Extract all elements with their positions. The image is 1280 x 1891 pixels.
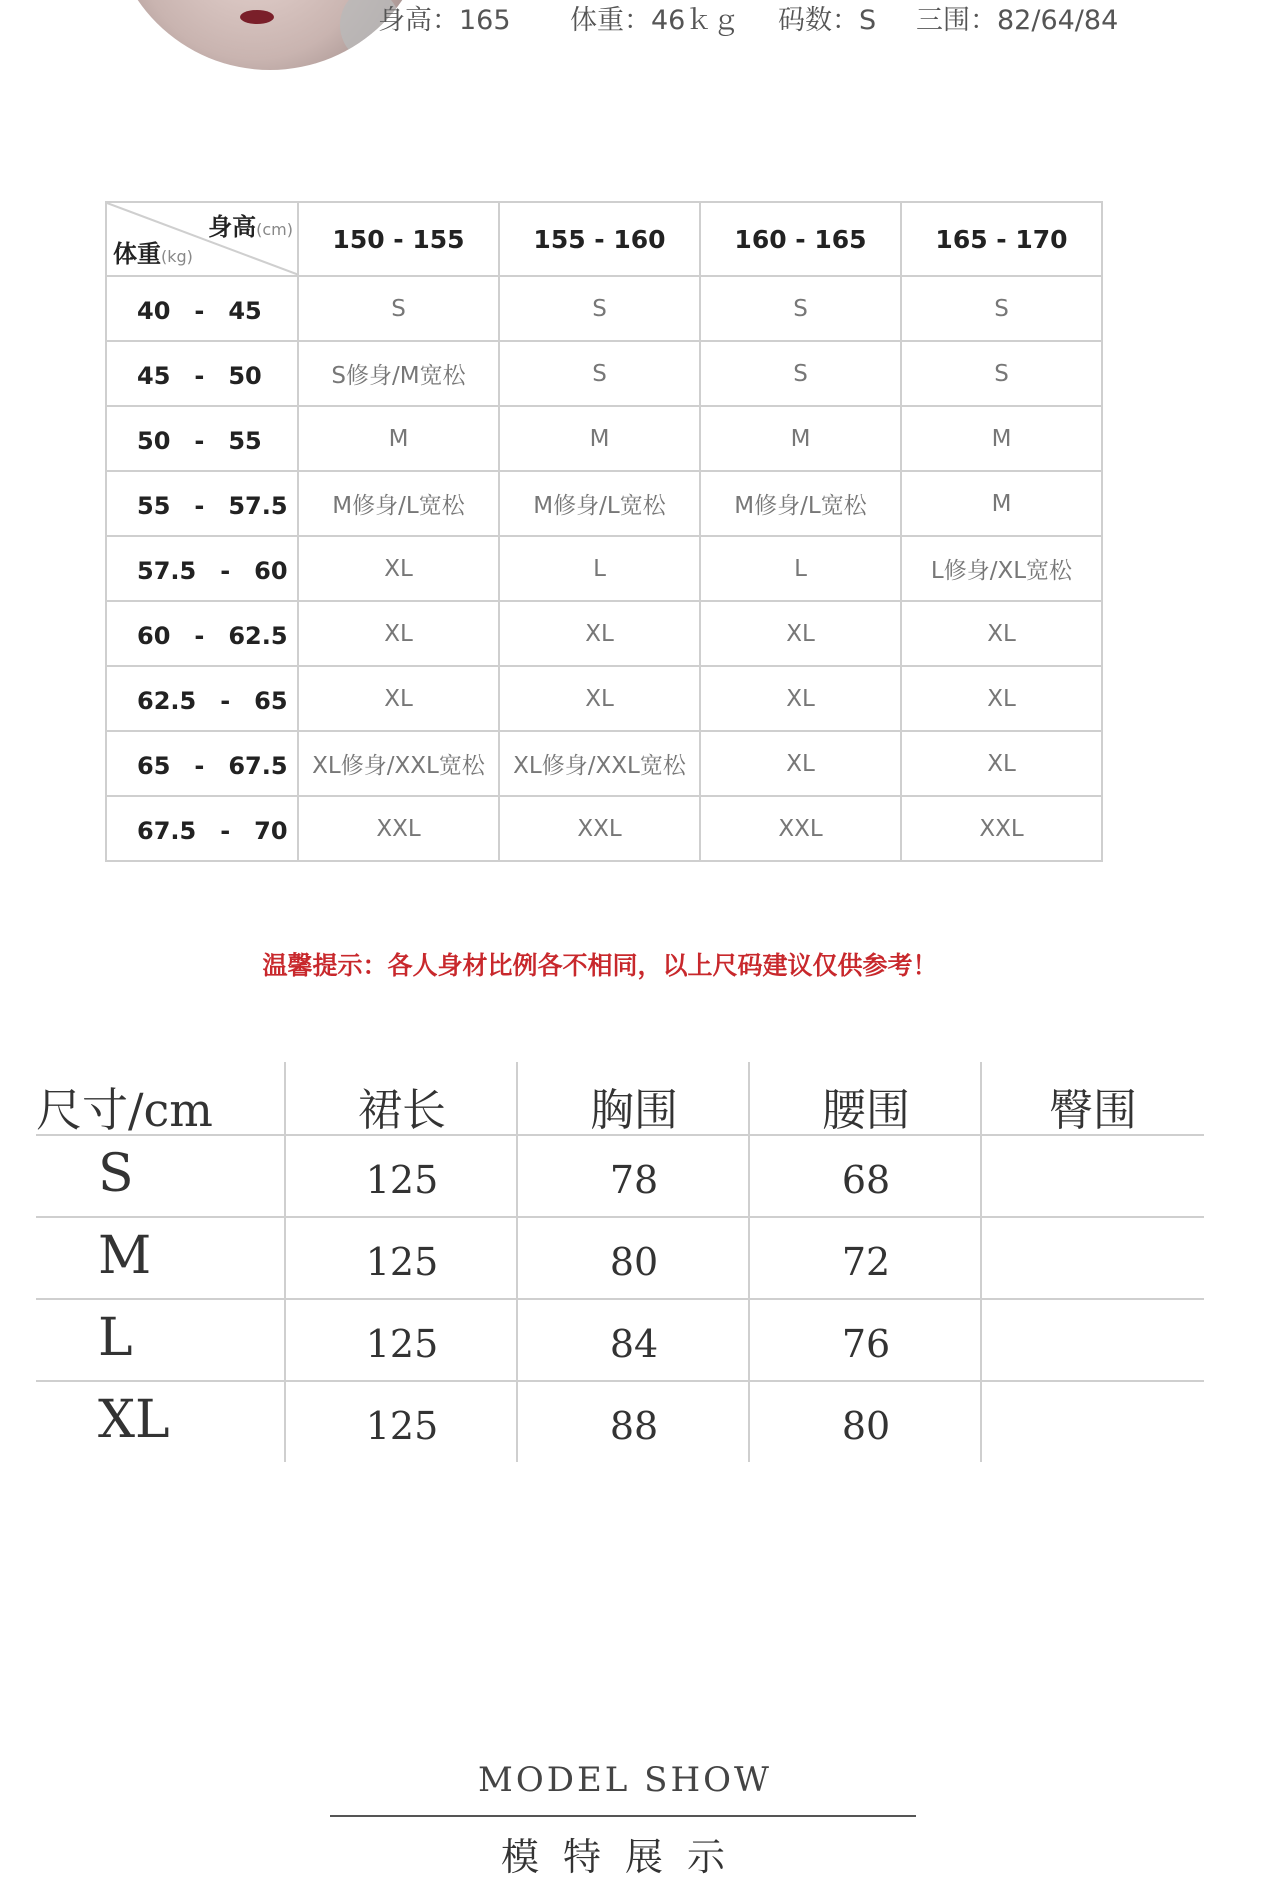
measure-value: 80 <box>841 1404 891 1448</box>
row-divider <box>36 1380 1204 1382</box>
size-cell: XL <box>298 601 499 666</box>
measure-value: 125 <box>365 1158 439 1202</box>
model-weight: 体重：46ｋｇ <box>570 5 740 36</box>
size-cell: XL <box>298 536 499 601</box>
row-divider <box>36 1298 1204 1300</box>
measure-header: 尺寸/cm <box>36 1083 213 1137</box>
size-cell: L <box>700 536 901 601</box>
size-cell: L修身/XL宽松 <box>901 536 1102 601</box>
grid-row <box>106 666 1102 731</box>
measure-header: 裙长 <box>358 1085 446 1136</box>
size-cell: M修身/L宽松 <box>298 471 499 536</box>
size-cell: S修身/M宽松 <box>298 341 499 406</box>
weight-range-cell: 62.5 - 65 <box>106 666 298 731</box>
measure-header: 腰围 <box>822 1085 910 1136</box>
model-show-subtitle: 模特展示 <box>500 1835 749 1879</box>
measure-value: 78 <box>609 1158 659 1202</box>
model-show-title: MODEL SHOW <box>478 1760 772 1800</box>
size-cell: S <box>700 341 901 406</box>
measure-size-label: L <box>98 1308 133 1368</box>
weight-range-cell: 55 - 57.5 <box>106 471 298 536</box>
weight-range-cell: 60 - 62.5 <box>106 601 298 666</box>
size-cell: XXL <box>499 796 700 861</box>
size-cell: S <box>298 276 499 341</box>
measure-value: 125 <box>365 1322 439 1366</box>
size-cell: S <box>499 276 700 341</box>
size-cell: XL <box>700 601 901 666</box>
weight-range-cell: 50 - 55 <box>106 406 298 471</box>
measure-value: 80 <box>609 1240 659 1284</box>
size-recommendation-table <box>105 201 1103 862</box>
weight-range-cell: 45 - 50 <box>106 341 298 406</box>
model-show-divider <box>330 1815 916 1817</box>
measure-size-label: S <box>98 1144 134 1204</box>
size-cell: XL <box>901 731 1102 796</box>
size-cell: M <box>901 406 1102 471</box>
measure-value: 125 <box>365 1240 439 1284</box>
corner-height-label: 身高(cm) <box>208 213 293 241</box>
size-cell: L <box>499 536 700 601</box>
model-size: 码数：S <box>778 5 877 36</box>
size-cell: XXL <box>298 796 499 861</box>
measure-value: 88 <box>609 1404 659 1448</box>
measure-value: 84 <box>609 1322 659 1366</box>
size-cell: S <box>901 341 1102 406</box>
size-tip: 温馨提示：各人身材比例各不相同，以上尺码建议仅供参考！ <box>262 951 938 980</box>
measure-value: 125 <box>365 1404 439 1448</box>
measure-size-label: M <box>98 1226 152 1286</box>
grid-corner-cell <box>106 202 298 276</box>
measure-header: 臀围 <box>1049 1085 1137 1136</box>
weight-range-cell: 40 - 45 <box>106 276 298 341</box>
corner-weight-label: 体重(kg) <box>113 240 193 268</box>
measurement-table <box>36 1062 1204 1462</box>
grid-row <box>106 471 1102 536</box>
height-range-header: 155 - 160 <box>499 202 700 276</box>
size-cell: XL <box>298 666 499 731</box>
size-cell: XL <box>700 666 901 731</box>
size-cell: XL <box>700 731 901 796</box>
size-cell: XL <box>499 601 700 666</box>
grid-header-row <box>106 202 1102 276</box>
grid-row <box>106 601 1102 666</box>
size-cell: XXL <box>901 796 1102 861</box>
size-cell: M <box>499 406 700 471</box>
size-cell: XL修身/XXL宽松 <box>298 731 499 796</box>
size-cell: S <box>700 276 901 341</box>
size-cell: S <box>901 276 1102 341</box>
measure-value: 72 <box>841 1240 891 1284</box>
row-divider <box>36 1216 1204 1218</box>
measure-size-label: XL <box>98 1390 170 1450</box>
size-cell: XXL <box>700 796 901 861</box>
size-cell: XL <box>901 666 1102 731</box>
size-cell: XL修身/XXL宽松 <box>499 731 700 796</box>
height-range-header: 160 - 165 <box>700 202 901 276</box>
grid-row <box>106 341 1102 406</box>
size-cell: M <box>901 471 1102 536</box>
size-cell: M <box>298 406 499 471</box>
size-cell: M修身/L宽松 <box>700 471 901 536</box>
model-height: 身高：165 <box>378 5 511 36</box>
model-measurements: 三围：82/64/84 <box>916 5 1119 36</box>
height-range-header: 150 - 155 <box>298 202 499 276</box>
grid-row <box>106 406 1102 471</box>
height-range-header: 165 - 170 <box>901 202 1102 276</box>
grid-row <box>106 536 1102 601</box>
grid-row <box>106 731 1102 796</box>
size-cell: XL <box>901 601 1102 666</box>
weight-range-cell: 65 - 67.5 <box>106 731 298 796</box>
measure-value: 68 <box>841 1158 891 1202</box>
grid-row <box>106 276 1102 341</box>
size-cell: S <box>499 341 700 406</box>
measure-value: 76 <box>841 1322 891 1366</box>
size-cell: M修身/L宽松 <box>499 471 700 536</box>
avatar-lips <box>240 10 274 24</box>
weight-range-cell: 67.5 - 70 <box>106 796 298 861</box>
size-cell: M <box>700 406 901 471</box>
weight-range-cell: 57.5 - 60 <box>106 536 298 601</box>
measure-header: 胸围 <box>590 1085 678 1136</box>
grid-row <box>106 796 1102 861</box>
size-cell: XL <box>499 666 700 731</box>
